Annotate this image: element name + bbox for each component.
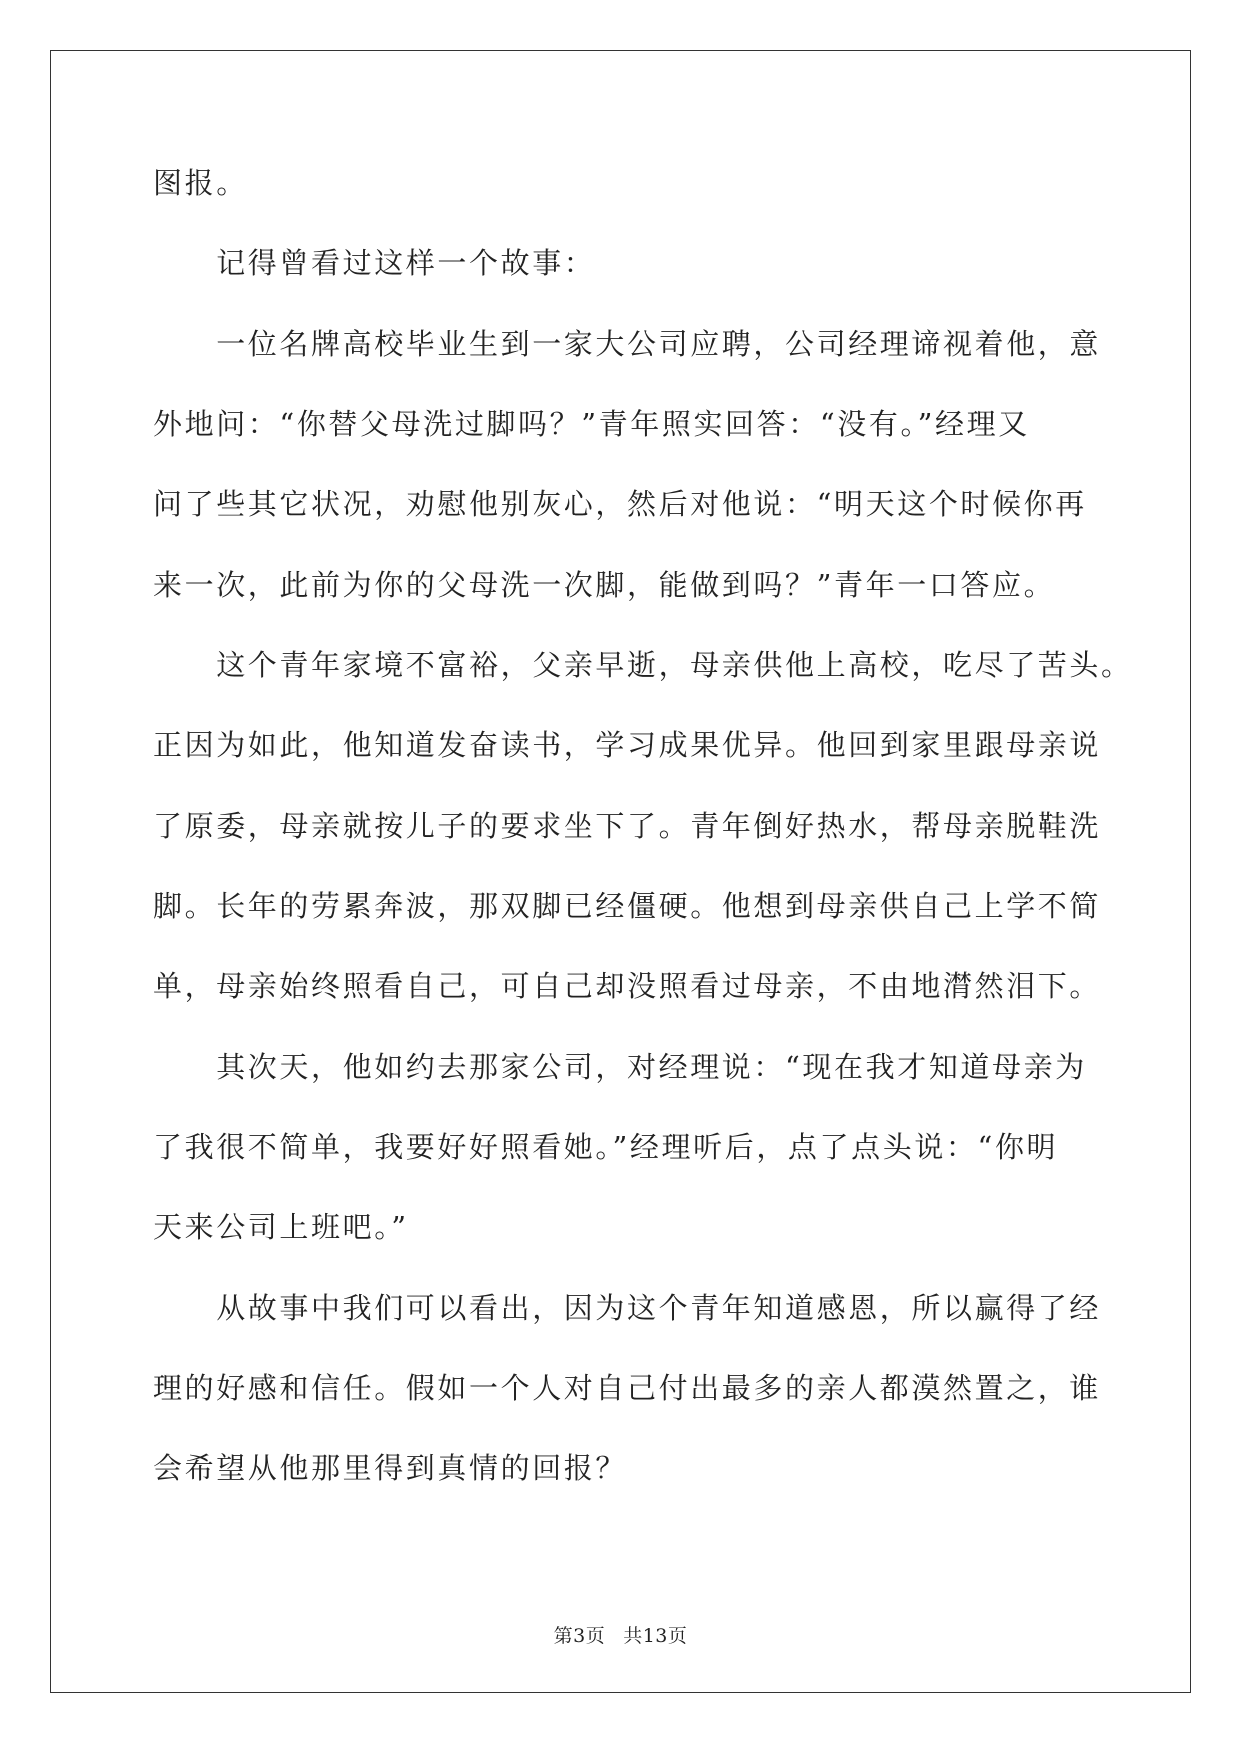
- page-border: [50, 50, 1191, 1693]
- text-line: 从故事中我们可以看出，因为这个青年知道感恩，所以赢得了经: [153, 1291, 1102, 1325]
- page-footer: [0, 1621, 1241, 1648]
- text-line: 记得曾看过这样一个故事：: [153, 246, 596, 280]
- text-line: 单，母亲始终照看自己，可自己却没照看过母亲，不由地潸然泪下。: [153, 969, 1102, 1003]
- text-line: 图报。: [153, 166, 248, 200]
- text-line: 了我很不简单，我要好好照看她。”经理听后，点了点头说：“你明: [153, 1130, 1059, 1164]
- text-line: 来一次，此前为你的父母洗一次脚，能做到吗？”青年一口答应。: [153, 568, 1056, 602]
- text-line: 天来公司上班吧。”: [153, 1210, 409, 1244]
- text-line: 外地问：“你替父母洗过脚吗？”青年照实回答：“没有。”经理又: [153, 407, 1030, 441]
- page-number: 第3页: [553, 1625, 606, 1647]
- text-line: 了原委，母亲就按儿子的要求坐下了。青年倒好热水，帮母亲脱鞋洗: [153, 809, 1102, 843]
- text-line: 问了些其它状况，劝慰他别灰心，然后对他说：“明天这个时候你再: [153, 487, 1087, 521]
- text-line: 一位名牌高校毕业生到一家大公司应聘，公司经理谛视着他，意: [153, 327, 1102, 361]
- text-line: 理的好感和信任。假如一个人对自己付出最多的亲人都漠然置之，谁: [153, 1371, 1102, 1405]
- text-line: 其次天，他如约去那家公司，对经理说：“现在我才知道母亲为: [153, 1050, 1087, 1084]
- text-line: 这个青年家境不富裕，父亲早逝，母亲供他上高校，吃尽了苦头。: [153, 648, 1133, 682]
- text-line: 正因为如此，他知道发奋读书，学习成果优异。他回到家里跟母亲说: [153, 728, 1102, 762]
- text-line: 会希望从他那里得到真情的回报？: [153, 1451, 628, 1485]
- text-line: 脚。长年的劳累奔波，那双脚已经僵硬。他想到母亲供自己上学不简: [153, 889, 1102, 923]
- page-total: 共13页: [623, 1625, 688, 1647]
